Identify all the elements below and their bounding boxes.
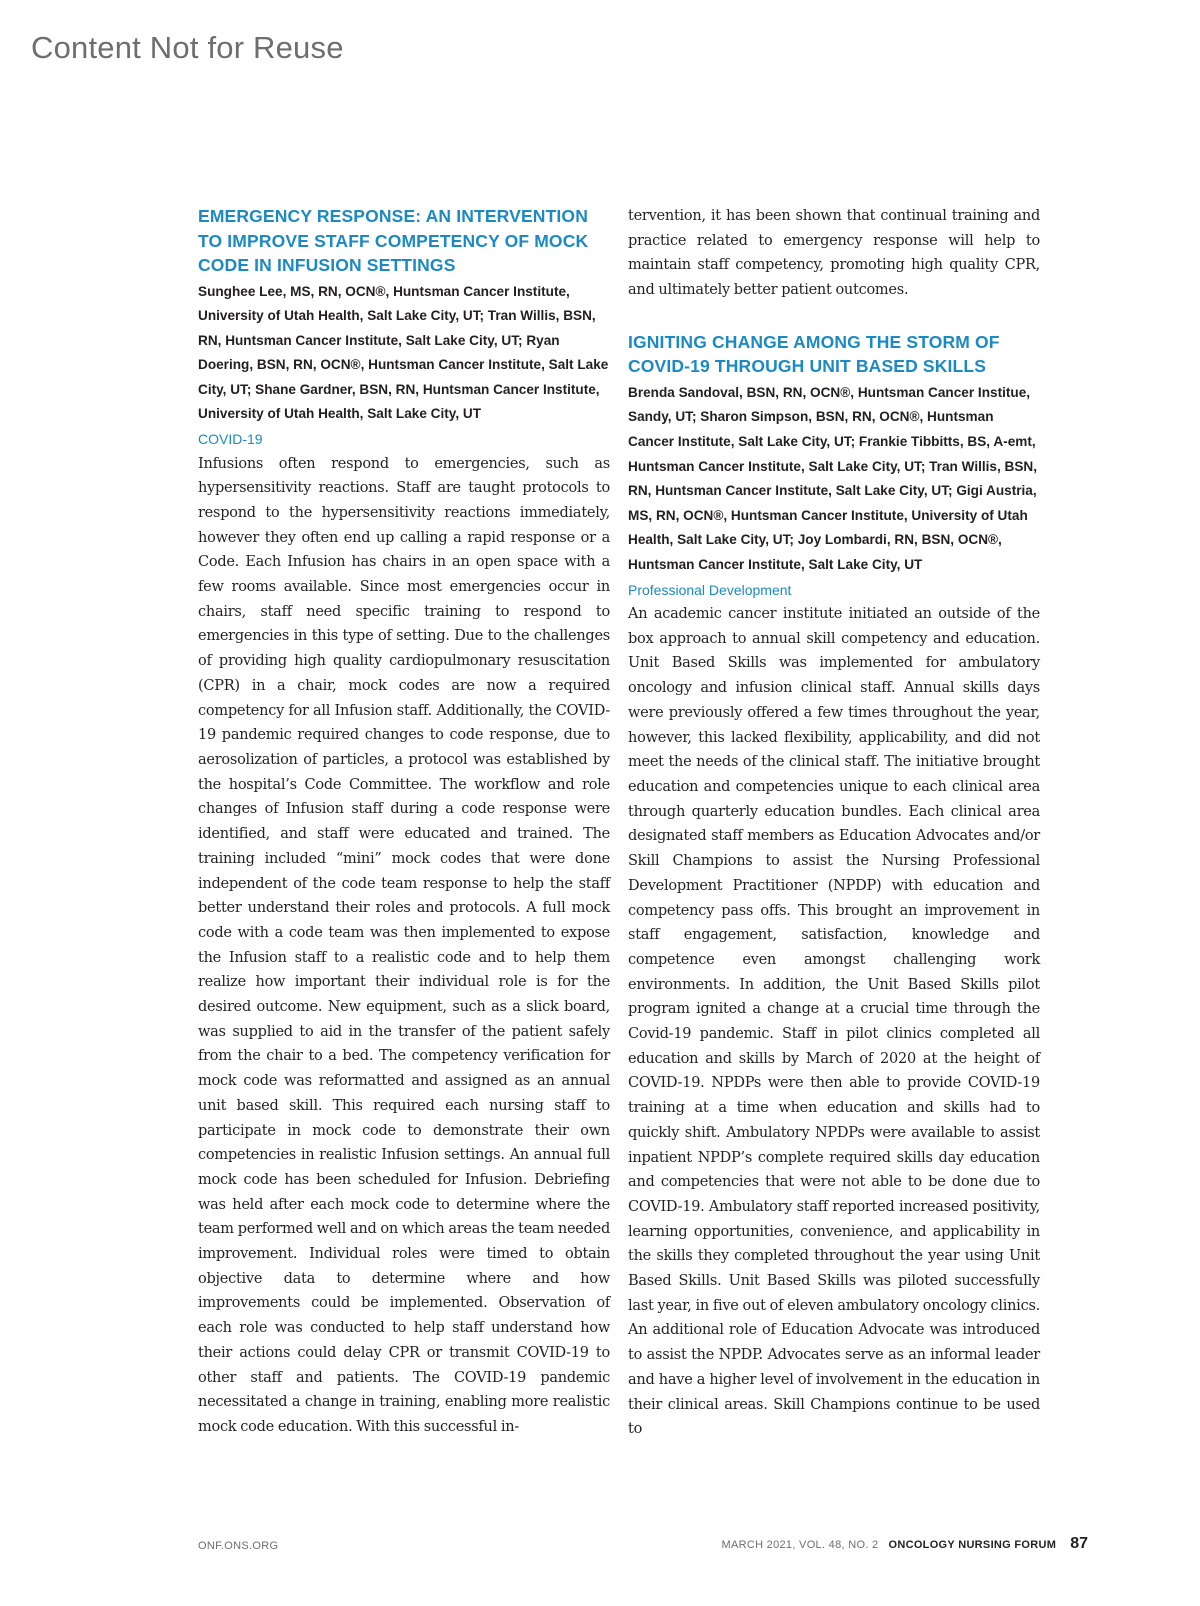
article-1-title: EMERGENCY RESPONSE: AN INTERVENTION TO IMPROVE STAFF COMPETENCY OF MOCK CODE IN INFUSION SETTINGS	[198, 206, 589, 275]
footer-issue: MARCH 2021, VOL. 48, NO. 2	[721, 1539, 879, 1551]
article-2-body: An academic cancer institute initiated an outside of the box approach to annual skill competency and education. Unit Based Skills was implemented for ambulatory oncology and infusion clinical staff. Annual skills days were previously offered a few times throughout the year, however, this lacked flexibility, applicability, and did not meet the needs of the clinical staff. The initiative brought education and competencies unique to each clinical area through quarterly education bundles. Each clinical area designated staff members as Education Advocates and/or Skill Champions to assist the Nursing Professional Development Practitioner (NPDP) with education and competency pass offs. This brought an improvement in staff engagement, satisfaction, knowledge and competence even amongst challenging work environments. In addition, the Unit Based Skills pilot program ignited a change at a crucial time through the Covid-19 pandemic. Staff in pilot clinics completed all education and skills by March of 2020 at the height of COVID-19. NPDPs were then able to provide COVID-19 training at a time when education and skills had to quickly shift. Ambulatory NPDPs were available to assist inpatient NPDP’s complete required skills day education and competencies that were not able to be done due to COVID-19. Ambulatory staff reported increased positivity, learning opportunities, convenience, and applicability in the skills they completed throughout the year using Unit Based Skills. Unit Based Skills was piloted successfully last year, in five out of eleven ambulatory oncology clinics. An additional role of Education Advocate was introduced to assist the NPDP. Advocates serve as an informal leader and have a higher level of involvement in the education in their clinical areas. Skill Champions continue to be used to	[628, 606, 1040, 1438]
article-2-topic: Professional Development	[628, 581, 792, 598]
footer-info	[721, 1535, 1088, 1553]
article-1-body-continued: tervention, it has been shown that continual training and practice related to emergency response will help to maintain staff competency, promoting high quality CPR, and ultimately better patient outcomes.	[628, 208, 1040, 299]
footer-journal: ONCOLOGY NURSING FORUM	[888, 1539, 1057, 1551]
page-number: 87	[1070, 1535, 1088, 1552]
article-1-authors: Sunghee Lee, MS, RN, OCN®, Huntsman Cancer Institute, University of Utah Health, Salt Lake City, UT; Tran Willis, BSN, RN, Huntsman Cancer Institute, Salt Lake City, UT; Ryan Doering, BSN, RN, OCN®, Huntsman Cancer Institute, Salt Lake City, UT; Shane Gardner, BSN, RN, Huntsman Cancer Institute, University of Utah Health, Salt Lake City, UT	[198, 283, 609, 422]
left-column	[198, 204, 610, 1440]
right-column	[628, 204, 1040, 1442]
article-2-title: IGNITING CHANGE AMONG THE STORM OF COVID-19 THROUGH UNIT BASED SKILLS	[628, 331, 1000, 377]
article-1-body: Infusions often respond to emergencies, such as hypersensitivity reactions. Staff are taught protocols to respond to the hypersensitivity reactions immediately, however they often end up calling a rapid response or a Code. Each Infusion has chairs in an open space with a few rooms available. Since most emergencies occur in chairs, staff need specific training to respond to emergencies in this type of setting. Due to the challenges of providing high quality cardiopulmonary resuscitation (CPR) in a chair, mock codes are now a required competency for all Infusion staff. Additionally, the COVID-19 pandemic required changes to code response, due to aerosolization of particles, a protocol was established by the hospital’s Code Committee. The workflow and role changes of Infusion staff during a code response were identified, and staff were educated and trained. The training included “mini” mock codes that were done independent of the code team response to help the staff better understand their roles and protocols. A full mock code with a code team was then implemented to expose the Infusion staff to a realistic code and to help them realize how important their individual role is for the desired outcome. New equipment, such as a slick board, was supplied to aid in the transfer of the patient safely from the chair to a bed. The competency verification for mock code was reformatted and assigned as an annual unit based skill. This required each nursing staff to participate in mock code to demonstrate their own competencies in realistic Infusion settings. An annual full mock code has been scheduled for Infusion. Debriefing was held after each mock code to determine where the team performed well and on which areas the team needed improvement. Individual roles were timed to obtain objective data to determine where and how improvements could be implemented. Observation of each role was conducted to help staff understand how their actions could delay CPR or transmit COVID-19 to other staff and patients. The COVID-19 pandemic necessitated a change in training, enabling more realistic mock code education. With this successful in-	[198, 455, 610, 1435]
article-1-topic: COVID-19	[198, 431, 263, 448]
watermark-text: Content Not for Reuse	[31, 30, 344, 65]
footer-site: ONF.ONS.ORG	[198, 1540, 279, 1552]
article-2-authors: Brenda Sandoval, BSN, RN, OCN®, Huntsman Cancer Institue, Sandy, UT; Sharon Simpson, BSN, RN, OCN®, Huntsman Cancer Institute, Salt Lake City, UT; Frankie Tibbitts, BS, A-emt, Huntsman Cancer Institute, Salt Lake City, UT; Tran Willis, BSN, RN, Huntsman Cancer Institute, Salt Lake City, UT; Gigi Austria, MS, RN, OCN®, Huntsman Cancer Institute, University of Utah Health, Salt Lake City, UT; Joy Lombardi, RN, BSN, OCN®, Huntsman Cancer Institute, Salt Lake City, UT	[628, 384, 1038, 572]
